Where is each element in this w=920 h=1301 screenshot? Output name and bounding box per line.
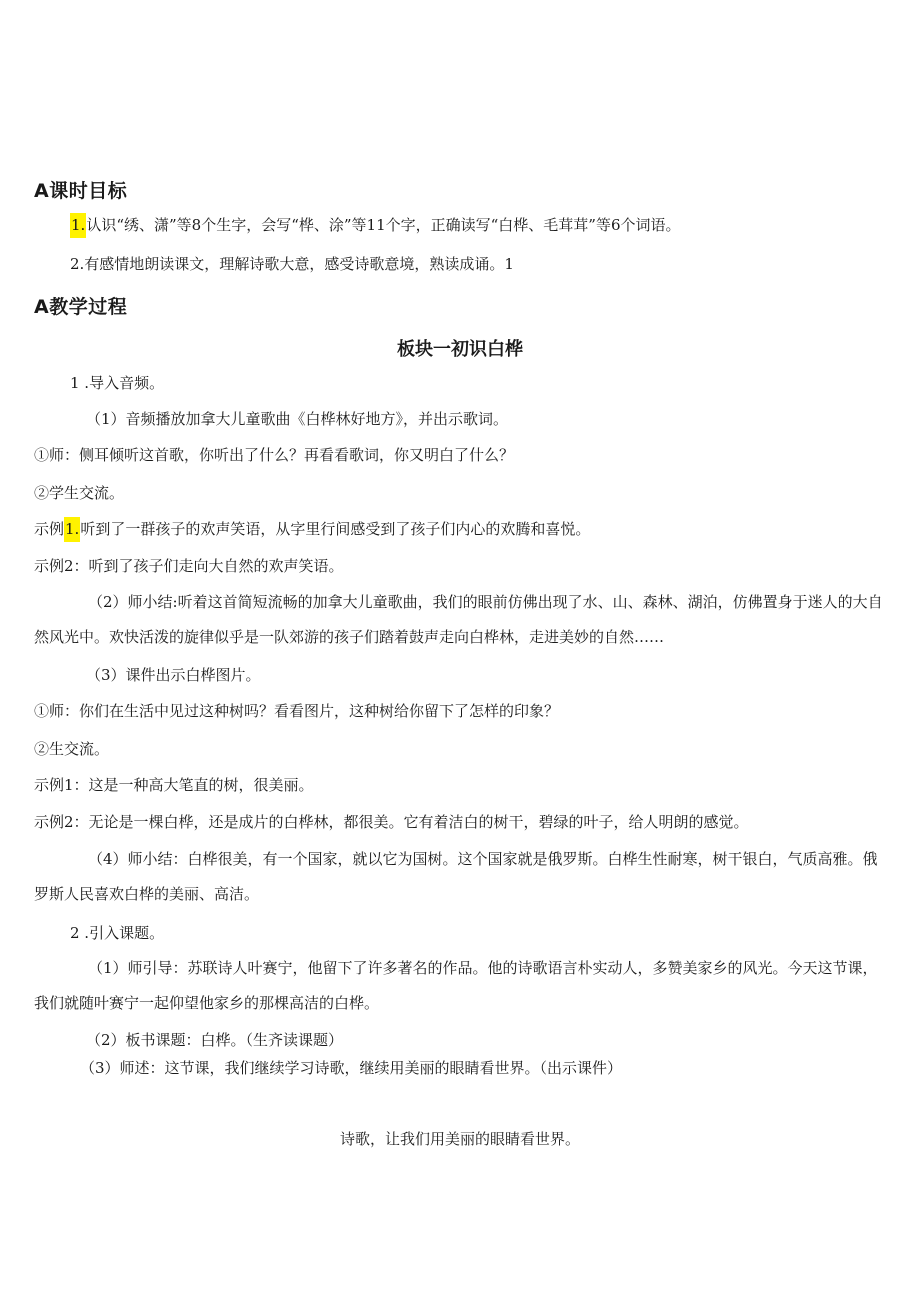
step-2: 2 .引入课题。	[70, 924, 165, 942]
example-4: 示例2：无论是一棵白桦，还是成片的白桦林，都很美。它有着洁白的树干，碧绿的叶子，给人明朗的感觉。	[34, 813, 749, 831]
example-2: 示例2：听到了孩子们走向大自然的欢声笑语。	[34, 557, 344, 575]
example-1	[34, 518, 590, 540]
step-1-sub-4-text: （4）师小结：白桦很美，有一个国家，就以它为国树。这个国家就是俄罗斯。白桦生性耐寒，树干银白，气质高雅。俄罗斯人民喜欢白桦的美丽、高洁。	[34, 850, 878, 903]
teacher-question-1: ①师：侧耳倾听这首歌，你听出了什么？再看看歌词，你又明白了什么？	[34, 446, 515, 464]
example-1-prefix: 示例	[34, 520, 65, 538]
step-1-sub-2	[34, 585, 890, 655]
step-1-sub-1: （1）音频播放加拿大儿童歌曲《白桦林好地方》，并出示歌词。	[86, 410, 509, 428]
student-exchange-1: ②学生交流。	[34, 484, 125, 502]
example-3: 示例1：这是一种高大笔直的树，很美丽。	[34, 776, 314, 794]
step-1-sub-2-text: （2）师小结:听着这首简短流畅的加拿大儿童歌曲，我们的眼前仿佛出现了水、山、森林、湖泊，仿佛置身于迷人的大自然风光中。欢快活泼的旋律似乎是一队郊游的孩子们踏着鼓声走向白桦林，走进美妙的自然……	[34, 593, 883, 646]
process-heading: A教学过程	[34, 296, 128, 318]
objectives-heading: A课时目标	[34, 180, 128, 202]
step-1: 1 .导入音频。	[70, 374, 165, 392]
step-2-sub-1	[34, 951, 890, 1021]
objective-item-2: 2.有感情地朗读课文，理解诗歌大意，感受诗歌意境，熟读成诵。1	[70, 255, 514, 273]
highlighted-number: 1.	[64, 517, 80, 542]
example-1-text: 听到了一群孩子的欢声笑语，从字里行间感受到了孩子们内心的欢腾和喜悦。	[80, 520, 591, 538]
step-2-sub-1-text: （1）师引导：苏联诗人叶赛宁，他留下了许多著名的作品。他的诗歌语言朴实动人，多赞美家乡的风光。今天这节课，我们就随叶赛宁一起仰望他家乡的那棵高洁的白桦。	[34, 959, 878, 1012]
teacher-question-2: ①师：你们在生活中见过这种树吗？看看图片，这种树给你留下了怎样的印象？	[34, 702, 560, 720]
block-title: 板块一初识白桦	[397, 339, 523, 360]
step-1-sub-3: （3）课件出示白桦图片。	[86, 666, 261, 684]
objective-item-1	[70, 214, 681, 236]
closing-line: 诗歌，让我们用美丽的眼睛看世界。	[339, 1130, 580, 1148]
step-2-sub-3: （3）师述：这节课，我们继续学习诗歌，继续用美丽的眼睛看世界。（出示课件）	[80, 1059, 623, 1077]
step-1-sub-4	[34, 842, 890, 912]
step-2-sub-2: （2）板书课题：白桦。（生齐读课题）	[86, 1031, 344, 1049]
student-exchange-2: ②生交流。	[34, 740, 110, 758]
objective-item-1-text: 认识“绣、潇”等8个生字，会写“桦、涂”等11个字，正确读写“白桦、毛茸茸”等6个词语。	[86, 216, 681, 234]
highlighted-number: 1.	[70, 213, 86, 238]
